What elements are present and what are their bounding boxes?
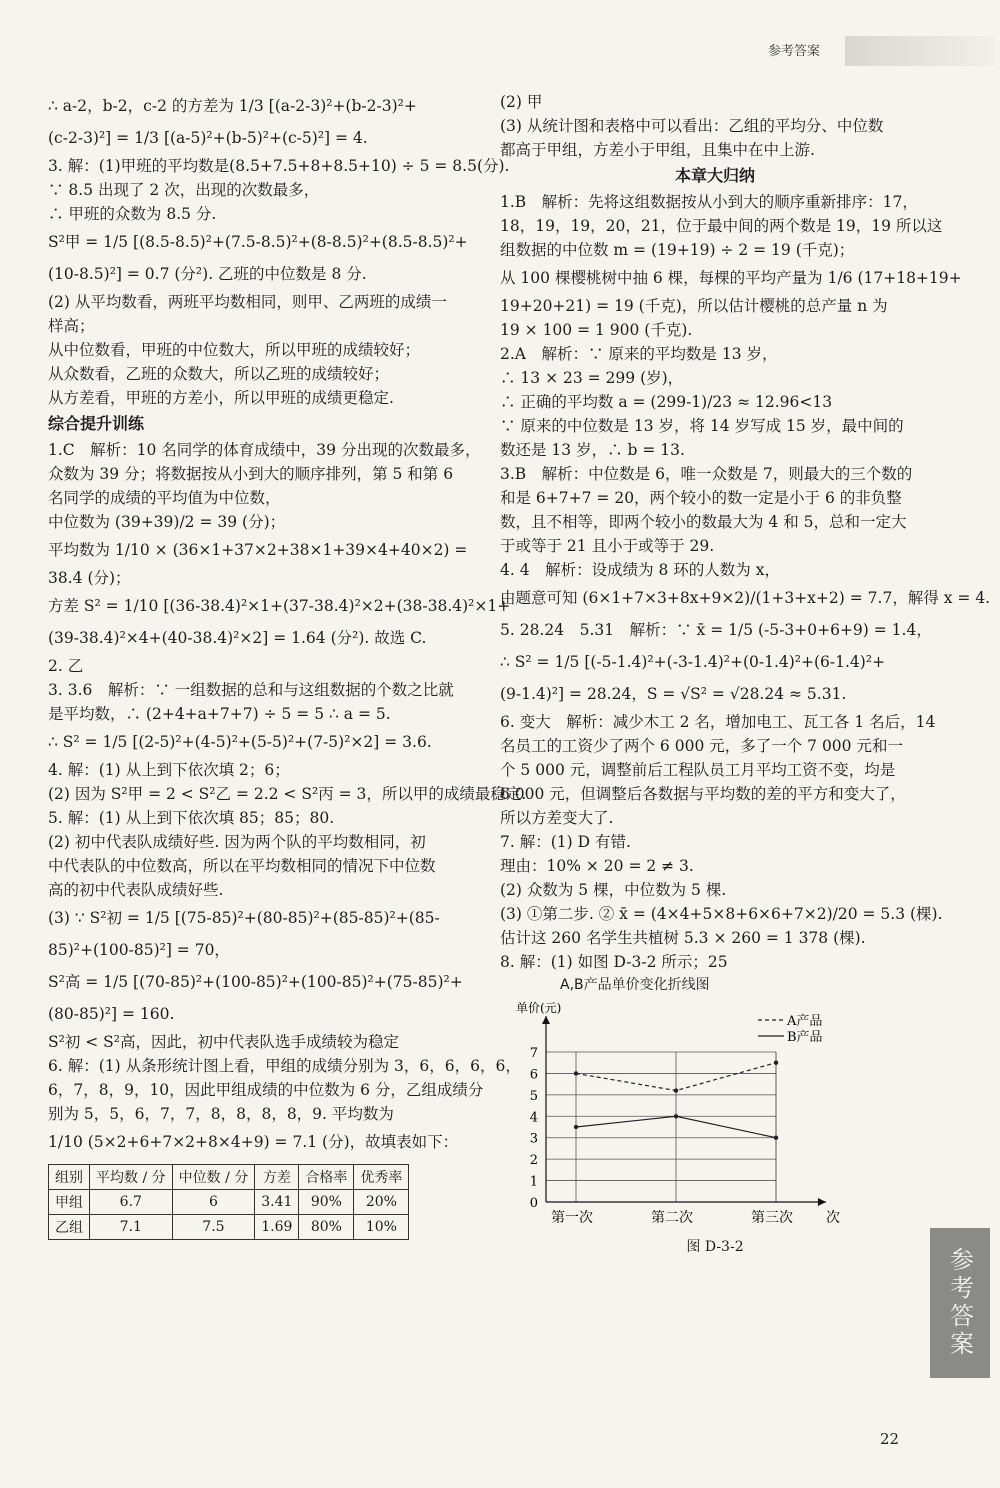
text-line: (c-2-3)²] = 1/3 [(a-5)²+(b-5)²+(c-5)²] = 4. [48,129,368,147]
text-line: (3) 从统计图和表格中可以看出：乙组的平均分、中位数 [500,117,884,135]
text-line: (39-38.4)²×4+(40-38.4)²×2] = 1.64 (分²). 故选 C. [48,629,427,647]
text-line: ∵ 8.5 出现了 2 次，出现的次数最多， [48,181,320,199]
text-line: 1.B 解析：先将这组数据按从小到大的顺序重新排序：17， [500,193,918,211]
text-line: 85)²+(100-85)²] = 70， [48,941,230,959]
text-line: 1/10 (5×2+6+7×2+8×4+9) = 7.1 (分)，故填表如下： [48,1133,459,1151]
table-header-row [49,1165,409,1190]
legend-label: B产品 [787,1030,823,1045]
text-line: 高的初中代表队成绩好些. [48,881,224,899]
text-line: (9-1.4)²] = 28.24，S = √S² = √28.24 ≈ 5.31. [500,685,847,703]
text-line: 从中位数看，甲班的中位数大，所以甲班的成绩较好； [48,341,421,359]
table-cell: 1.69 [255,1215,299,1240]
header-decoration [845,36,995,66]
y-tick-label: 6 [529,1067,538,1083]
text-line: ∵ 原来的中位数是 13 岁，将 14 岁写成 15 岁，最中间的 [500,417,904,435]
text-line: S²甲 = 1/5 [(8.5-8.5)²+(7.5-8.5)²+(8-8.5)²+(8.5-8.5)²+ [48,233,468,251]
x-tick-label: 第一次 [551,1210,593,1226]
text-line: (3) ①第二步. ② x̄ = (4×4+5×8+6×6+7×2)/20 = 5.3 (棵). [500,905,943,923]
text-line: 都高于甲组，方差小于甲组，且集中在中上游. [500,141,815,159]
side-tab: 参考答案 [930,1228,990,1378]
text-line: 所以方差变大了. [500,809,614,827]
table-cell: 90% [299,1190,354,1215]
table-row [49,1215,409,1240]
text-line: (80-85)²] = 160. [48,1005,175,1023]
text-line: ∴ S² = 1/5 [(-5-1.4)²+(-3-1.4)²+(0-1.4)²+(6-1.4)²+ [500,653,886,671]
table-cell: 6.7 [90,1190,173,1215]
table-cell: 优秀率 [354,1165,409,1190]
table-cell: 甲组 [49,1190,90,1215]
text-line: 19+20+21) = 19 (千克)，所以估计樱桃的总产量 n 为 [500,297,888,315]
y-tick-label: 1 [529,1174,538,1190]
x-axis-label: 次 [826,1210,840,1226]
section-heading: 综合提升训练 [48,414,145,433]
figure-caption: 图 D-3-2 [686,1239,744,1255]
data-point [774,1061,778,1065]
y-tick-label: 4 [529,1110,538,1126]
y-tick-label: 5 [529,1088,538,1104]
page-number: 22 [880,1430,900,1448]
y-axis-arrow [542,1016,550,1024]
text-line: ∴ 甲班的众数为 8.5 分. [48,205,217,223]
table-cell: 7.5 [172,1215,255,1240]
text-line: 5. 28.24 5.31 解析：∵ x̄ = 1/5 (-5-3+0+6+9) = 1.4， [500,621,932,639]
text-line: S²高 = 1/5 [(70-85)²+(100-85)²+(100-85)²+(75-85)²+ [48,973,463,991]
text-line: 2.A 解析：∵ 原来的平均数是 13 岁， [500,345,778,363]
chart-title: A,B产品单价变化折线图 [560,977,710,993]
text-line: 2. 乙 [48,657,84,675]
table-cell: 80% [299,1215,354,1240]
score-table [48,1164,409,1240]
text-line: 方差 S² = 1/10 [(36-38.4)²×1+(37-38.4)²×2+(38-38.4)²×1+ [48,597,511,615]
left-column [48,90,527,1240]
x-axis-arrow [818,1198,826,1206]
table-cell: 组别 [49,1165,90,1190]
data-point [774,1136,778,1140]
text-line: 估计这 260 名学生共植树 5.3 × 260 = 1 378 (棵). [500,929,866,947]
table-cell: 平均数 / 分 [90,1165,173,1190]
table-cell: 方差 [255,1165,299,1190]
table-cell: 合格率 [299,1165,354,1190]
text-line: 组数据的中位数 m = (19+19) ÷ 2 = 19 (千克)； [500,241,855,259]
text-line: 样高； [48,317,95,335]
y-tick-label: 3 [529,1131,538,1147]
text-line: 8. 解：(1) 如图 D-3-2 所示；25 [500,953,728,971]
data-point [574,1125,578,1129]
text-line: 中位数为 (39+39)/2 = 39 (分)； [48,513,286,531]
text-line: (2) 甲 [500,93,543,111]
chart-svg [500,994,900,1234]
text-line: S²初 < S²高，因此，初中代表队选手成绩较为稳定 [48,1033,400,1051]
table-cell: 3.41 [255,1190,299,1215]
text-line: 平均数为 1/10 × (36×1+37×2+38×1+39×4+40×2) = [48,541,468,559]
text-line: 3.B 解析：中位数是 6，唯一众数是 7，则最大的三个数的 [500,465,913,483]
text-line: 从众数看，乙班的众数大，所以乙班的成绩较好； [48,365,390,383]
text-line: 数还是 13 岁，∴ b = 13. [500,441,685,459]
text-line: 中代表队的中位数高，所以在平均数相同的情况下中位数 [48,857,436,875]
text-line: 3. 3.6 解析：∵ 一组数据的总和与这组数据的个数之比就 [48,681,454,699]
data-point [574,1071,578,1075]
text-line: 19 × 100 = 1 900 (千克). [500,321,693,339]
table-cell: 6 [172,1190,255,1215]
data-point [674,1114,678,1118]
text-line: ∴ 正确的平均数 a = (299-1)/23 ≈ 12.96<13 [500,393,833,411]
text-line: 于或等于 21 且小于或等于 29. [500,537,715,555]
table-cell: 中位数 / 分 [172,1165,255,1190]
table-cell: 乙组 [49,1215,90,1240]
text-line: 名员工的工资少了两个 6 000 元，多了一个 7 000 元和一 [500,737,903,755]
text-line: 个 5 000 元，调整前后工程队员工月平均工资不变，均是 [500,761,896,779]
line-chart [500,974,900,1234]
text-line: 从方差看，甲班的方差小，所以甲班的成绩更稳定. [48,389,394,407]
text-line: 6，7，8，9，10，因此甲组成绩的中位数为 6 分，乙组成绩分 [48,1081,484,1099]
text-line: (2) 众数为 5 棵，中位数为 5 棵. [500,881,727,899]
text-line: ∴ S² = 1/5 [(2-5)²+(4-5)²+(5-5)²+(7-5)²×2] = 3.6. [48,733,432,751]
text-line: 众数为 39 分；将数据按从小到大的顺序排列，第 5 和第 6 [48,465,454,483]
header-title: 参考答案 [768,44,821,59]
text-line: (2) 从平均数看，两班平均数相同，则甲、乙两班的成绩一 [48,293,447,311]
right-text-lines [500,90,991,974]
y-tick-label: 7 [529,1046,538,1061]
text-line: 4. 4 解析：设成绩为 8 环的人数为 x， [500,561,780,579]
text-line: 从 100 棵樱桃树中抽 6 棵，每棵的平均产量为 1/6 (17+18+19+ [500,269,962,287]
text-line: ∴ a-2，b-2，c-2 的方差为 1/3 [(a-2-3)²+(b-2-3)²+ [48,97,417,115]
text-line: 6 000 元，但调整后各数据与平均数的差的平方和变大了， [500,785,906,803]
text-line: 数，且不相等，即两个较小的数最大为 4 和 5，总和一定大 [500,513,907,531]
table-cell: 20% [354,1190,409,1215]
origin-label: 0 [529,1196,538,1211]
y-axis-label: 单价(元) [516,1001,562,1015]
text-line: 38.4 (分)； [48,569,131,587]
text-line: 6. 解：(1) 从条形统计图上看，甲组的成绩分别为 3，6，6，6，6， [48,1057,521,1075]
text-line: 18，19，19，20，21，位于最中间的两个数是 19，19 所以这 [500,217,943,235]
data-point [674,1088,678,1092]
text-line: 5. 解：(1) 从上到下依次填 85；85；80. [48,809,335,827]
table-cell: 7.1 [90,1215,173,1240]
text-line: 1.C 解析：10 名同学的体育成绩中，39 分出现的次数最多， [48,441,481,459]
x-tick-label: 第二次 [651,1210,693,1226]
text-line: 7. 解：(1) D 有错. [500,833,631,851]
text-line: (10-8.5)²] = 0.7 (分²). 乙班的中位数是 8 分. [48,265,367,283]
table-cell: 10% [354,1215,409,1240]
table-row [49,1190,409,1215]
text-line: (2) 因为 S²甲 = 2 < S²乙 = 2.2 < S²丙 = 3，所以甲的成绩最稳定. [48,785,527,803]
text-line: (2) 初中代表队成绩好些. 因为两个队的平均数相同，初 [48,833,426,851]
text-line: 3. 解：(1)甲班的平均数是(8.5+7.5+8+8.5+10) ÷ 5 = 8.5(分). [48,157,510,175]
text-line: 别为 5，5，6，7，7，8，8，8，8，9. 平均数为 [48,1105,394,1123]
text-line: (3) ∵ S²初 = 1/5 [(75-85)²+(80-85)²+(85-85)²+(85- [48,909,440,927]
text-line: ∴ 13 × 23 = 299 (岁)， [500,369,684,387]
text-line: 和是 6+7+7 = 20，两个较小的数一定是小于 6 的非负整 [500,489,902,507]
legend-label: A产品 [787,1014,823,1029]
text-line: 4. 解：(1) 从上到下依次填 2；6； [48,761,290,779]
right-column [500,90,991,1256]
text-line: 6. 变大 解析：减少木工 2 名，增加电工、瓦工各 1 名后，14 [500,713,936,731]
text-line: 名同学的成绩的平均值为中位数， [48,489,281,507]
text-line: 由题意可知 (6×1+7×3+8x+9×2)/(1+3+x+2) = 7.7，解得 x = 4. [500,589,991,607]
text-line: 理由：10% × 20 = 2 ≠ 3. [500,857,694,875]
text-line: 是平均数，∴ (2+4+a+7+7) ÷ 5 = 5 ∴ a = 5. [48,705,391,723]
left-text-lines [48,90,527,1158]
y-tick-label: 2 [529,1153,538,1169]
x-tick-label: 第三次 [751,1210,793,1226]
section-heading: 本章大归纳 [674,166,755,185]
